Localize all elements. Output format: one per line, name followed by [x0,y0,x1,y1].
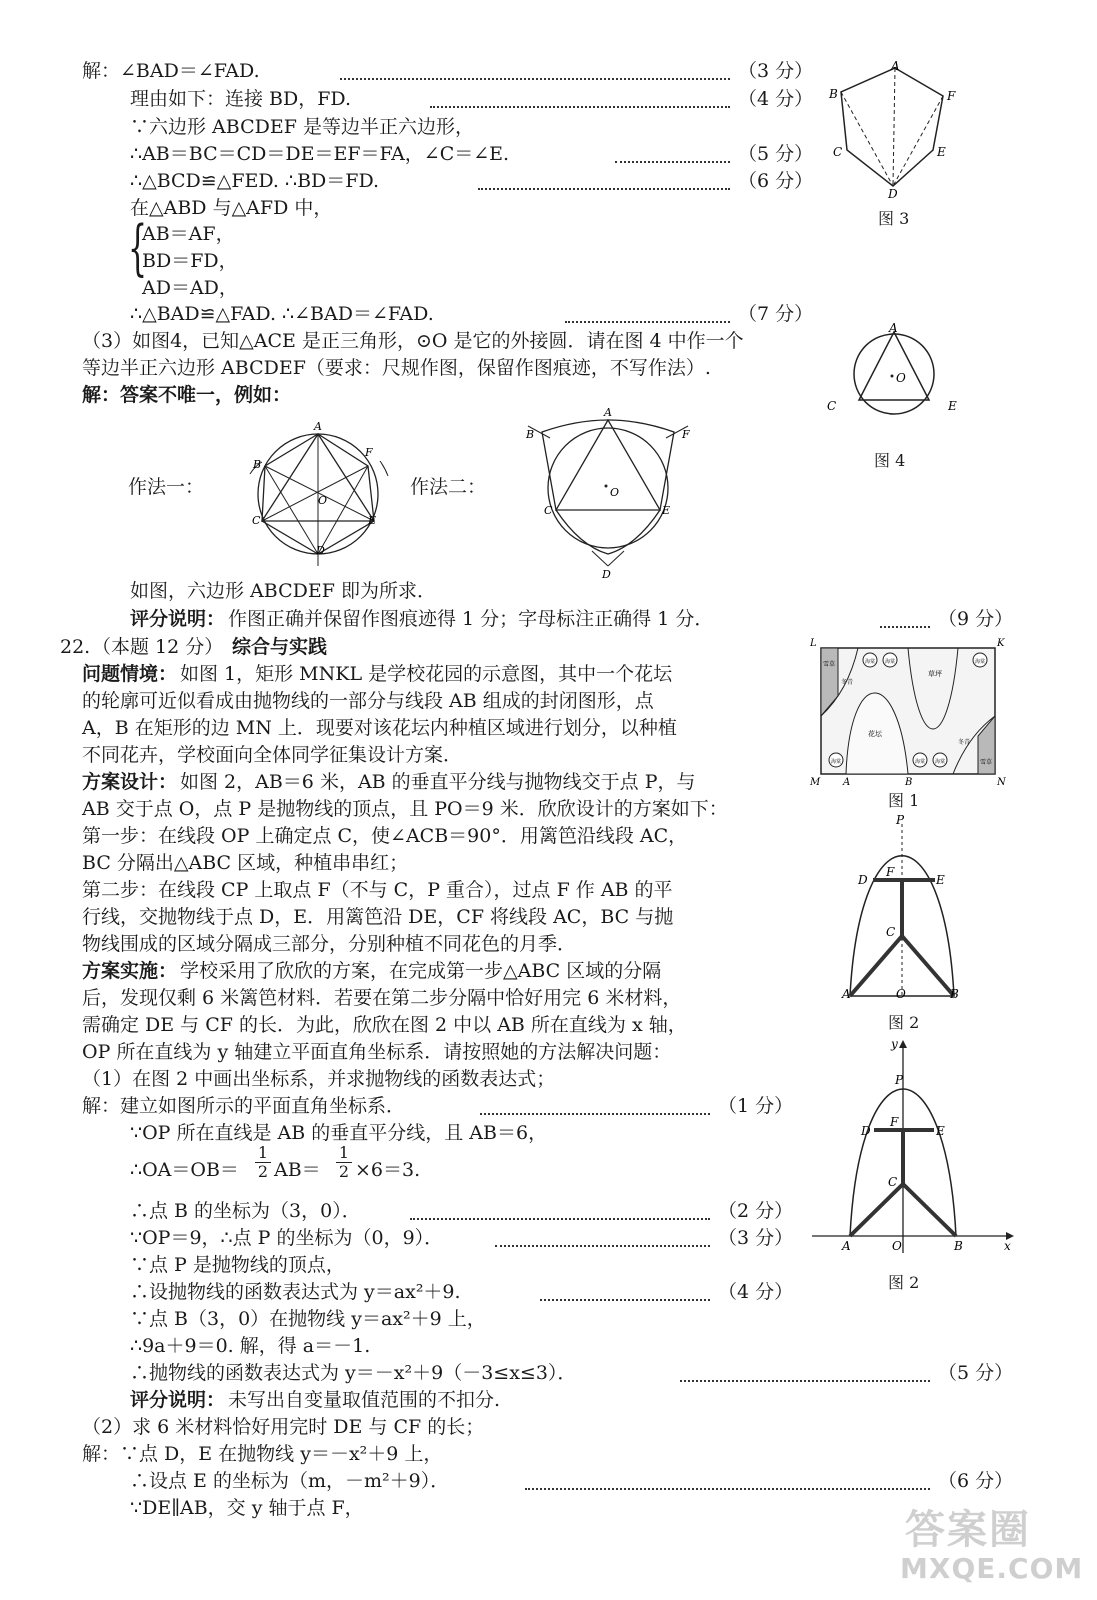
point-o: O [896,371,906,385]
point-c: C [252,514,261,527]
figure-1-garden [808,636,1008,786]
score-9: （9 分） [938,608,1014,630]
label-haitang: 海棠 [831,759,842,765]
part1-answer-8: ∵点 B（3，0）在抛物线 y＝ax²＋9 上， [130,1308,486,1330]
question-title: 综合与实践 [232,636,328,658]
point-c: C [544,504,553,517]
leader-dots [410,1218,710,1220]
brace-line-3: AD＝AD， [142,277,238,299]
label-l: L [810,638,817,649]
score-q6: （6 分） [938,1470,1014,1492]
label-n: N [997,777,1006,786]
point-e: E [368,514,377,527]
design-line-4: BC 分隔出△ABC 区域，种植串串红； [82,852,409,874]
question-number: 22. [60,636,91,658]
part1-answer-2: ∵OP 所在直线是 AB 的垂直平分线，且 AB＝6， [130,1122,548,1144]
question-score: （本题 12 分） [92,636,224,658]
point-o: O [610,486,620,499]
grading-label: 评分说明： [130,608,226,630]
part3-conclusion: 如图，六边形 ABCDEF 即为所求． [130,580,436,602]
point-a: A [314,420,322,433]
watermark-logo: 答案圈 [905,1507,1031,1553]
brace-line-1: AB＝AF， [142,223,235,245]
label-b: B [905,777,913,786]
label-haitang: 海棠 [865,659,876,665]
situation-line-4: 不同花卉，学校面向全体同学征集设计方案． [82,744,463,766]
caption-fig2-axes: 图 2 [888,1273,920,1292]
score-4: （4 分） [738,88,814,110]
label-xuecao: 雪草 [823,661,836,668]
label-cao: 草坪 [928,670,942,678]
fraction-numerator: 1 [257,1143,269,1162]
construction-method-2 [520,406,700,581]
fraction-half [336,1144,352,1181]
solution-line-4: ∴AB＝BC＝CD＝DE＝EF＝FA，∠C＝∠E. [130,143,510,165]
score-3: （3 分） [738,60,814,82]
solution-line-3: ∵六边形 ABCDEF 是等边半正六边形， [130,116,474,138]
method-1-label: 作法一： [128,476,205,498]
watermark-url: MXQE.COM [900,1552,1084,1585]
point-f: F [365,446,373,459]
leader-dots [540,1299,710,1301]
score-q5: （5 分） [938,1362,1014,1384]
part1-answer-3-pre: ∴OA＝OB＝ [130,1159,239,1181]
score-7: （7 分） [738,303,814,325]
fraction-half [255,1144,271,1181]
point-o: O [896,987,906,1001]
implementation-line-1: 学校采用了欣欣的方案，在完成第一步△ABC 区域的分隔 [180,960,662,982]
figure-2-parabola [840,814,980,1004]
point-b: B [829,87,838,101]
situation-line-3: A，B 在矩形的边 MN 上．现要对该花坛内种植区域进行划分，以种植 [82,717,677,739]
point-f: F [682,428,690,441]
part3-answer-intro: 解：答案不唯一，例如： [82,384,292,406]
label-dongqing: 冬青 [841,679,854,686]
point-b: B [526,428,535,441]
situation-line-2: 的轮廓可近似看成由抛物线的一部分与线段 AB 组成的封闭图形，点 [82,690,654,712]
point-a: A [842,1239,851,1253]
point-c: C [888,1175,898,1189]
caption-fig1: 图 1 [888,791,920,810]
label-haitang: 海棠 [975,659,986,665]
point-d: D [861,1124,871,1138]
design-line-7: 物线围成的区域分隔成三部分，分别种植不同花色的月季． [82,933,577,955]
leader-dots [340,78,730,80]
solution-line-2: 理由如下：连接 BD，FD. [130,88,352,110]
point-d: D [602,568,611,581]
part3-question-1: （3）如图4，已知△ACE 是正三角形，⊙O 是它的外接圆．请在图 4 中作一个 [82,330,744,352]
point-e: E [936,873,945,887]
part2-answer-1: 解：∵点 D，E 在抛物线 y＝－x²＋9 上， [82,1443,443,1465]
point-a: A [604,406,612,419]
label-a: A [843,777,851,786]
leader-dots [615,161,730,163]
point-e: E [662,504,671,517]
brace: { [128,213,148,283]
design-label: 方案设计： [82,771,178,793]
point-f: F [890,1115,899,1129]
point-e: E [948,399,957,413]
part3-question-2: 等边半正六边形 ABCDEF（要求：尺规作图，保留作图痕迹，不写作法）. [82,357,711,379]
label-haitang: 海棠 [935,759,946,765]
label-xuecao: 雪草 [980,759,993,766]
point-e: E [937,145,946,159]
point-f: F [886,865,895,879]
leader-dots [525,1488,930,1490]
axis-y-label: y [891,1038,898,1051]
score-q4: （4 分） [718,1281,794,1303]
leader-dots [680,1380,930,1382]
label-haitang: 海棠 [915,759,926,765]
point-a: A [842,987,851,1001]
part1-answer-3-mid: AB＝ [274,1159,321,1181]
figure-4-triangle-circle [822,298,972,423]
implementation-line-4: OP 所在直线为 y 轴建立平面直角坐标系．请按照她的方法解决问题： [82,1041,672,1063]
leader-dots [495,1245,710,1247]
point-p: P [895,1073,904,1087]
point-d: D [316,544,325,557]
situation-line-1: 如图 1，矩形 MNKL 是学校花园的示意图，其中一个花坛 [180,663,673,685]
label-k: K [997,638,1005,649]
grading-note: 未写出自变量取值范围的不扣分. [228,1389,501,1411]
method-2-label: 作法二： [410,476,487,498]
point-o: O [892,1239,902,1253]
grading-note: 作图正确并保留作图痕迹得 1 分；字母标注正确得 1 分． [228,608,714,630]
part2-answer-3: ∵DE∥AB，交 y 轴于点 F， [130,1497,364,1519]
point-a: A [891,59,900,73]
design-line-1: 如图 2，AB＝6 米，AB 的垂直平分线与抛物线交于点 P，与 [180,771,696,793]
score-q3: （3 分） [718,1227,794,1249]
leader-dots [565,321,730,323]
figure-3-hexagon [825,58,960,203]
caption-fig3: 图 3 [878,209,910,228]
caption-fig2: 图 2 [888,1013,920,1032]
leader-dots [880,626,930,628]
point-a: A [889,321,898,335]
grading-label: 评分说明： [130,1389,226,1411]
point-d: D [858,873,868,887]
part1-answer-3-post: ×6＝3. [355,1159,421,1181]
part1-answer-9: ∴9a＋9＝0. 解，得 a＝－1. [130,1335,371,1357]
axis-x-label: x [1004,1239,1011,1253]
fraction-denominator: 2 [255,1162,271,1181]
situation-label: 问题情境： [82,663,178,685]
brace-line-2: BD＝FD， [142,250,238,272]
part2-answer-2: ∴设点 E 的坐标为（m，－m²＋9）． [130,1470,450,1492]
score-6: （6 分） [738,170,814,192]
solution-line-1: 解：∠BAD＝∠FAD. [82,60,260,82]
construction-method-1 [240,416,390,576]
part1-answer-1: 解：建立如图所示的平面直角坐标系． [82,1095,406,1117]
label-m: M [810,777,821,786]
point-c: C [827,399,837,413]
part1-answer-10: ∴抛物线的函数表达式为 y＝－x²＋9（－3≤x≤3）． [130,1362,577,1384]
implementation-label: 方案实施： [82,960,178,982]
point-o: O [318,494,328,507]
figure-2-coordinate-system [806,1038,1021,1258]
leader-dots [478,188,730,190]
design-line-3: 第一步：在线段 OP 上确定点 C，使∠ACB＝90°．用篱笆沿线段 AC， [82,825,688,847]
design-line-5: 第二步：在线段 CP 上取点 F（不与 C，P 重合），过点 F 作 AB 的平 [82,879,673,901]
point-p: P [896,814,905,827]
score-q2: （2 分） [718,1200,794,1222]
fraction-denominator: 2 [336,1162,352,1181]
leader-dots [430,106,730,108]
solution-line-7: ∴△BAD≌△FAD. ∴∠BAD＝∠FAD. [130,303,434,325]
point-f: F [947,89,956,103]
design-line-2: AB 交于点 O，点 P 是抛物线的顶点，且 PO＝9 米．欣欣设计的方案如下： [82,798,728,820]
label-haitang: 海棠 [885,659,896,665]
point-b: B [950,987,959,1001]
solution-line-6: 在△ABD 与△AFD 中， [130,197,333,219]
point-b: B [954,1239,963,1253]
part1-answer-5: ∵OP＝9，∴点 P 的坐标为（0，9）． [130,1227,444,1249]
implementation-line-3: 需确定 DE 与 CF 的长．为此，欣欣在图 2 中以 AB 所在直线为 x 轴， [82,1014,687,1036]
label-hua: 花坛 [868,730,882,738]
implementation-line-2: 后，发现仅剩 6 米篱笆材料．若要在第二步分隔中恰好用完 6 米材料， [82,987,682,1009]
part1-question: （1）在图 2 中画出坐标系，并求抛物线的函数表达式； [82,1068,556,1090]
part1-answer-7: ∴设抛物线的函数表达式为 y＝ax²＋9. [130,1281,461,1303]
point-c: C [833,145,843,159]
design-line-6: 行线，交抛物线于点 D，E．用篱笆沿 DE，CF 将线段 AC，BC 与抛 [82,906,674,928]
point-d: D [888,187,898,201]
point-c: C [886,925,896,939]
point-b: B [253,458,262,471]
score-5: （5 分） [738,143,814,165]
leader-dots [480,1113,710,1115]
part1-answer-6: ∵点 P 是抛物线的顶点， [130,1254,345,1276]
point-e: E [936,1124,945,1138]
part2-question: （2）求 6 米材料恰好用完时 DE 与 CF 的长； [82,1416,485,1438]
fraction-numerator: 1 [338,1143,350,1162]
score-q1: （1 分） [718,1095,794,1117]
label-dongqing: 冬青 [958,739,971,746]
caption-fig4: 图 4 [874,451,906,470]
solution-line-5: ∴△BCD≌△FED. ∴BD＝FD. [130,170,380,192]
part1-answer-4: ∴点 B 的坐标为（3，0）． [130,1200,361,1222]
